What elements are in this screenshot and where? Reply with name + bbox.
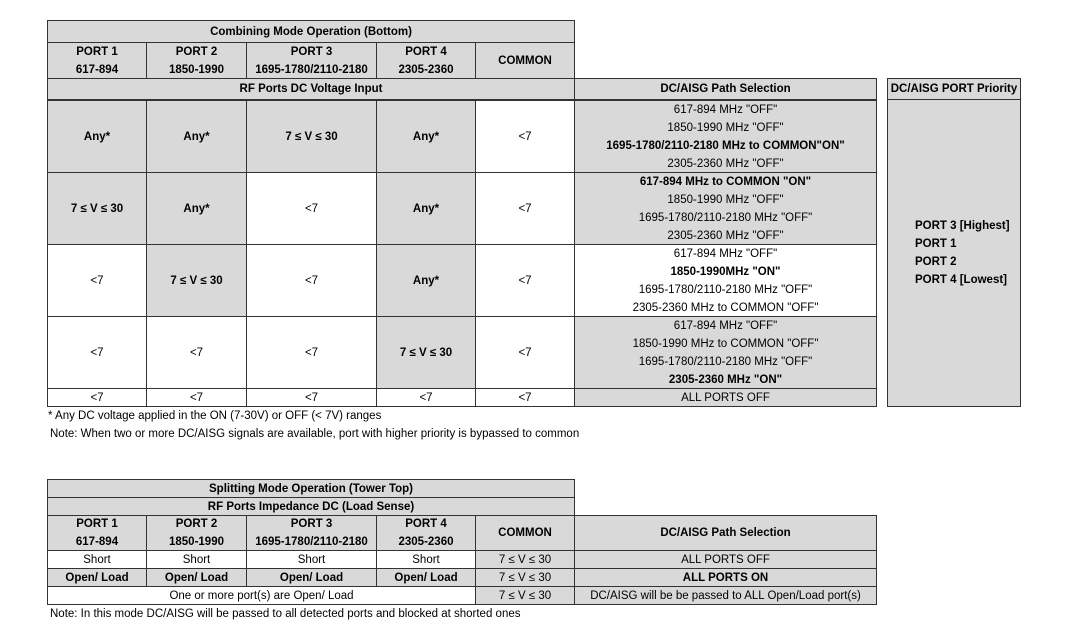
splitting-port2-header: PORT 2 1850-1990 xyxy=(146,515,247,551)
combining-row3-port2: 7 ≤ V ≤ 30 xyxy=(146,244,247,317)
combining-path-header: DC/AISG Path Selection xyxy=(574,78,877,100)
combining-common-header: COMMON xyxy=(475,42,575,79)
splitting-row1-port1: Short xyxy=(47,550,147,569)
combining-row1-port3: 7 ≤ V ≤ 30 xyxy=(246,100,377,173)
splitting-row3-merged: One or more port(s) are Open/ Load xyxy=(47,586,476,605)
splitting-row1-common: 7 ≤ V ≤ 30 xyxy=(475,550,575,569)
combining-row5-port2: <7 xyxy=(146,388,247,407)
combining-row1-port1: Any* xyxy=(47,100,147,173)
combining-row1-path: 617-894 MHz "OFF" 1850-1990 MHz "OFF" 1695-1780/2110-2180 MHz to COMMON"ON" 2305-2360 MHz "OFF" xyxy=(574,100,877,173)
combining-row5-common: <7 xyxy=(475,388,575,407)
splitting-row2-common: 7 ≤ V ≤ 30 xyxy=(475,568,575,587)
combining-port2-header: PORT 2 1850-1990 xyxy=(146,42,247,79)
splitting-row2-port1: Open/ Load xyxy=(47,568,147,587)
combining-row4-port3: <7 xyxy=(246,316,377,389)
priority-list: PORT 3 [Highest] PORT 1 PORT 2 PORT 4 [Lowest] xyxy=(887,99,1021,407)
splitting-port4-header: PORT 4 2305-2360 xyxy=(376,515,476,551)
combining-row5-path: ALL PORTS OFF xyxy=(574,388,877,407)
splitting-row1-port2: Short xyxy=(146,550,247,569)
combining-row2-port3: <7 xyxy=(246,172,377,245)
splitting-row3-path: DC/AISG will be be passed to ALL Open/Load port(s) xyxy=(574,586,877,605)
splitting-row2-path: ALL PORTS ON xyxy=(574,568,877,587)
splitting-row1-path: ALL PORTS OFF xyxy=(574,550,877,569)
combining-row3-port3: <7 xyxy=(246,244,377,317)
splitting-row3-common: 7 ≤ V ≤ 30 xyxy=(475,586,575,605)
splitting-title: Splitting Mode Operation (Tower Top) xyxy=(47,479,575,498)
splitting-port3-header: PORT 3 1695-1780/2110-2180 xyxy=(246,515,377,551)
rf-ports-dc-input-header: RF Ports DC Voltage Input xyxy=(47,78,575,100)
combining-footnote: * Any DC voltage applied in the ON (7-30V) or OFF (< 7V) ranges xyxy=(48,410,382,422)
combining-row3-port1: <7 xyxy=(47,244,147,317)
splitting-common-header: COMMON xyxy=(475,515,575,551)
combining-port1-header: PORT 1 617-894 xyxy=(47,42,147,79)
splitting-port1-header: PORT 1 617-894 xyxy=(47,515,147,551)
splitting-row1-port4: Short xyxy=(376,550,476,569)
combining-row1-port2: Any* xyxy=(146,100,247,173)
combining-port3-header: PORT 3 1695-1780/2110-2180 xyxy=(246,42,377,79)
splitting-path-header: DC/AISG Path Selection xyxy=(574,515,877,551)
splitting-subtitle: RF Ports Impedance DC (Load Sense) xyxy=(47,497,575,516)
combining-row5-port4: <7 xyxy=(376,388,476,407)
priority-header: DC/AISG PORT Priority xyxy=(887,78,1021,100)
combining-row1-common: <7 xyxy=(475,100,575,173)
combining-row4-common: <7 xyxy=(475,316,575,389)
combining-row5-port3: <7 xyxy=(246,388,377,407)
combining-row2-port2: Any* xyxy=(146,172,247,245)
combining-row2-path: 617-894 MHz to COMMON "ON" 1850-1990 MHz "OFF" 1695-1780/2110-2180 MHz "OFF" 2305-2360 MHz "OFF" xyxy=(574,172,877,245)
combining-row3-path: 617-894 MHz "OFF" 1850-1990MHz "ON" 1695-1780/2110-2180 MHz "OFF" 2305-2360 MHz to COMMON "OFF" xyxy=(574,244,877,317)
splitting-row1-port3: Short xyxy=(246,550,377,569)
combining-row2-port4: Any* xyxy=(376,172,476,245)
splitting-row2-port4: Open/ Load xyxy=(376,568,476,587)
combining-row4-port1: <7 xyxy=(47,316,147,389)
splitting-row2-port2: Open/ Load xyxy=(146,568,247,587)
splitting-row2-port3: Open/ Load xyxy=(246,568,377,587)
combining-note: Note: When two or more DC/AISG signals are available, port with higher priority is bypassed to common xyxy=(50,428,580,440)
combining-row5-port1: <7 xyxy=(47,388,147,407)
combining-title: Combining Mode Operation (Bottom) xyxy=(47,20,575,43)
combining-row2-common: <7 xyxy=(475,172,575,245)
splitting-note: Note: In this mode DC/AISG will be passed to all detected ports and blocked at shorted ones xyxy=(50,608,521,620)
combining-row3-common: <7 xyxy=(475,244,575,317)
combining-row4-port4: 7 ≤ V ≤ 30 xyxy=(376,316,476,389)
combining-row2-port1: 7 ≤ V ≤ 30 xyxy=(47,172,147,245)
combining-port4-header: PORT 4 2305-2360 xyxy=(376,42,476,79)
combining-row3-port4: Any* xyxy=(376,244,476,317)
combining-row1-port4: Any* xyxy=(376,100,476,173)
combining-row4-port2: <7 xyxy=(146,316,247,389)
combining-row4-path: 617-894 MHz "OFF" 1850-1990 MHz to COMMON "OFF" 1695-1780/2110-2180 MHz "OFF" 2305-2360 MHz "ON" xyxy=(574,316,877,389)
